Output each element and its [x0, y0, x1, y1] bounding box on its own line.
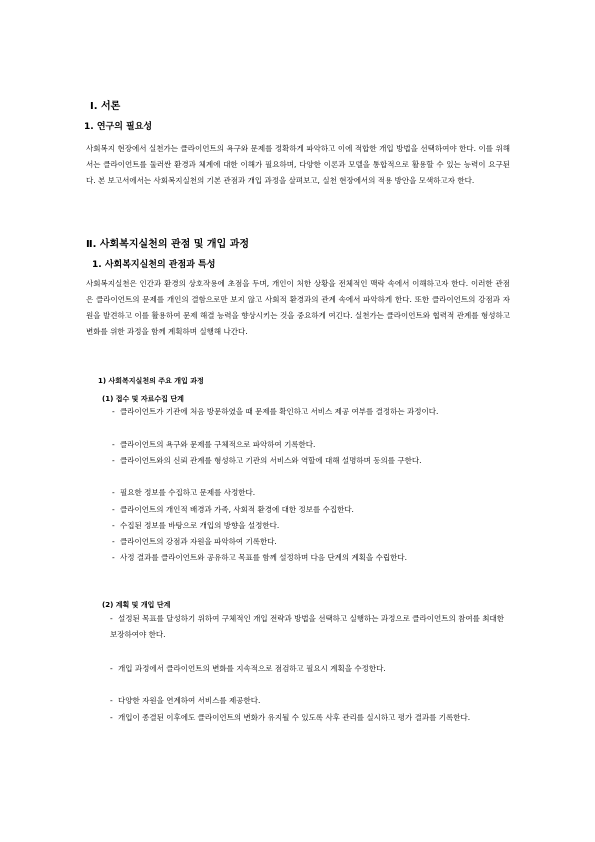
list-item-text: 클라이언트가 기관에 처음 방문하였을 때 문제를 확인하고 서비스 제공 여부를 결정하는 과정이다. — [120, 407, 439, 416]
list-item-text: 설정된 목표를 달성하기 위하여 구체적인 개입 전략과 방법을 선택하고 실행하는 과정으로 클라이언트의 참여를 최대한 보장하여야 한다. — [110, 614, 504, 639]
list-item-text: 수집된 정보를 바탕으로 개입의 방향을 설정한다. — [120, 521, 280, 530]
list-item: - 사정 결과를 클라이언트와 공유하고 목표를 함께 설정하며 다음 단계의 계획을 수립한다. — [112, 553, 408, 562]
list-item-text: 개입이 종결된 이후에도 클라이언트의 변화가 유지될 수 있도록 사후 관리를 실시하고 평가 결과를 기록한다. — [118, 713, 471, 722]
section-2-paragraph: 사회복지실천은 인간과 환경의 상호작용에 초점을 두며, 개인이 처한 상황을 전체적인 맥락 속에서 이해하고자 한다. 이러한 관점은 클라이언트의 문제를 개인의 결함으로만 보지 않고 사회적 환경과의 관계 속에서 파악하게 한다. 또한 클라이언트의 강점과 자원을 발견하고 이를 활용하여 문제 해결 능력을 향상시키는 것을 중요하게 여긴다. 실천가는 클라이언트와 협력적 관계를 형성하고 변화를 위한 과정을 함께 계획하며 실행해 나간다. — [86, 279, 510, 336]
list-item: - 다양한 자원을 연계하여 서비스를 제공한다. — [110, 696, 261, 705]
process-sub-label-b: (2) 계획 및 개입 단계 — [102, 601, 171, 609]
list-item-text: 클라이언트의 강점과 자원을 파악하여 기록한다. — [120, 537, 277, 546]
list-item-text: 다양한 자원을 연계하여 서비스를 제공한다. — [118, 696, 261, 705]
section-2-heading: Ⅱ. 사회복지실천의 관점 및 개입 과정 — [86, 239, 250, 250]
list-item: - 설정된 목표를 달성하기 위하여 구체적인 개입 전략과 방법을 선택하고 실행하는 과정으로 클라이언트의 참여를 최대한 보장하여야 한다. — [110, 614, 504, 639]
list-item-text: 사정 결과를 클라이언트와 공유하고 목표를 함께 설정하며 다음 단계의 계획을 수립한다. — [120, 553, 408, 562]
list-item: - 클라이언트의 개인적 배경과 가족, 사회적 환경에 대한 정보를 수집한다. — [112, 505, 354, 514]
list-item: - 클라이언트의 강점과 자원을 파악하여 기록한다. — [112, 537, 277, 546]
section-1-heading: Ⅰ. 서론 — [90, 101, 121, 112]
section-1-subheading: 1. 연구의 필요성 — [84, 122, 153, 132]
list-item: - 필요한 정보를 수집하고 문제를 사정한다. — [112, 488, 256, 497]
list-item: - 클라이언트와의 신뢰 관계를 형성하고 기관의 서비스와 역할에 대해 설명하며 동의를 구한다. — [112, 456, 422, 465]
list-item: - 개입 과정에서 클라이언트의 변화를 지속적으로 점검하고 필요시 계획을 수정한다. — [110, 664, 386, 673]
list-item-text: 클라이언트의 개인적 배경과 가족, 사회적 환경에 대한 정보를 수집한다. — [120, 505, 354, 514]
list-item-text: 클라이언트와의 신뢰 관계를 형성하고 기관의 서비스와 역할에 대해 설명하며 동의를 구한다. — [120, 456, 422, 465]
list-item: - 수집된 정보를 바탕으로 개입의 방향을 설정한다. — [112, 521, 280, 530]
list-item-text: 클라이언트의 욕구와 문제를 구체적으로 파악하여 기록한다. — [120, 440, 316, 449]
process-sub-label-a: (1) 접수 및 자료수집 단계 — [102, 395, 184, 403]
section-2-subheading: 1. 사회복지실천의 관점과 특성 — [92, 260, 216, 270]
section-1-paragraph: 사회복지 현장에서 실천가는 클라이언트의 욕구와 문제를 정확하게 파악하고 이에 적합한 개입 방법을 선택하여야 한다. 이를 위해서는 클라이언트를 둘러싼 환경과 체계에 대한 이해가 필요하며, 다양한 이론과 모델을 통합적으로 활용할 수 있는 능력이 요구된다. 본 보고서에서는 사회복지실천의 기본 관점과 개입 과정을 살펴보고, 실천 현장에서의 적용 방안을 모색하고자 한다. — [86, 144, 510, 185]
list-item: - 클라이언트가 기관에 처음 방문하였을 때 문제를 확인하고 서비스 제공 여부를 결정하는 과정이다. — [112, 407, 439, 416]
process-main-label: 1) 사회복지실천의 주요 개입 과정 — [98, 377, 204, 385]
list-item: - 클라이언트의 욕구와 문제를 구체적으로 파악하여 기록한다. — [112, 440, 316, 449]
list-item-text: 개입 과정에서 클라이언트의 변화를 지속적으로 점검하고 필요시 계획을 수정한다. — [118, 664, 386, 673]
list-item-text: 필요한 정보를 수집하고 문제를 사정한다. — [120, 488, 256, 497]
list-item: - 개입이 종결된 이후에도 클라이언트의 변화가 유지될 수 있도록 사후 관리를 실시하고 평가 결과를 기록한다. — [110, 713, 471, 722]
